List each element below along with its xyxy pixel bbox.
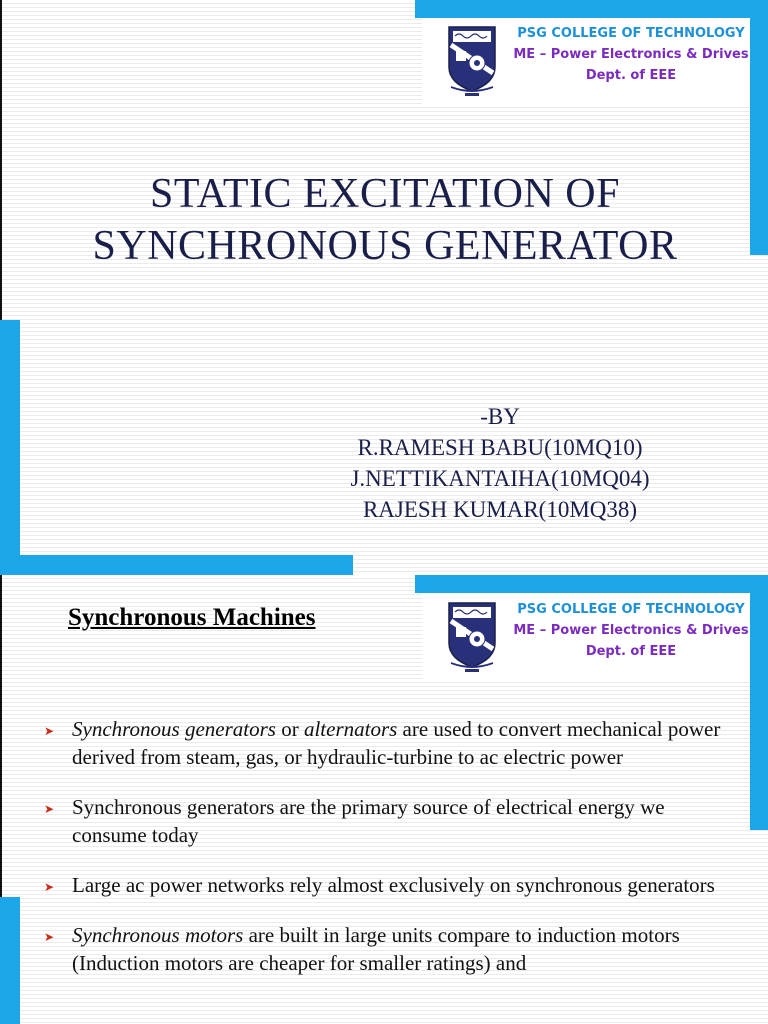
list-item: [44, 871, 724, 899]
accent-bar-left: [0, 320, 20, 575]
list-item: [44, 793, 724, 849]
college-name: PSG COLLEGE OF TECHNOLOGY: [517, 602, 745, 617]
slide-title: [20, 168, 750, 272]
arrowhead-icon: ➤: [44, 802, 55, 816]
department-name: Dept. of EEE: [585, 644, 677, 659]
content-slide: [0, 575, 768, 1024]
accent-bar-bottom: [0, 555, 353, 575]
bullet-text: are built in large units compare to induction motors (Induction motors are cheaper for smaller ratings) and: [72, 923, 680, 975]
arrowhead-icon: ➤: [44, 880, 55, 894]
college-crest-icon: [441, 597, 503, 675]
list-item: [44, 715, 724, 771]
slide-heading: Synchronous Machines: [68, 604, 316, 631]
bullet-text: Synchronous generators are the primary source of electrical energy we consume today: [72, 795, 665, 847]
list-item: [44, 921, 724, 977]
college-logo: [441, 597, 503, 675]
bullet-list: [44, 715, 724, 999]
by-label: -BY: [480, 404, 520, 429]
author-3: RAJESH KUMAR(10MQ38): [362, 497, 638, 522]
programme-name: ME – Power Electronics & Drives: [513, 47, 749, 62]
accent-bar-right: [750, 575, 768, 830]
term-generators: Synchronous generators: [72, 717, 276, 741]
college-logo: [441, 21, 503, 99]
title-line-2: SYNCHRONOUS GENERATOR: [92, 223, 678, 269]
term-alternators: alternators: [303, 717, 398, 741]
programme-name: ME – Power Electronics & Drives: [513, 623, 749, 638]
term-motors: Synchronous motors: [72, 923, 244, 947]
accent-bar-top: [415, 575, 768, 593]
accent-bar-top: [415, 0, 768, 18]
connector-text: or: [275, 717, 304, 741]
bullet-text: are used to convert mechanical power derived from steam, gas, or hydraulic-turbine to ac electric power: [72, 717, 721, 769]
college-name: PSG COLLEGE OF TECHNOLOGY: [517, 26, 745, 41]
author-1: R.RAMESH BABU(10MQ10): [357, 435, 643, 460]
author-list: [300, 401, 700, 525]
accent-bar-left: [0, 897, 20, 1024]
author-2: J.NETTIKANTAIHA(10MQ04): [350, 466, 650, 491]
arrowhead-icon: ➤: [44, 930, 55, 944]
college-header: [512, 23, 750, 86]
college-crest-icon: [441, 21, 503, 99]
accent-bar-right: [750, 0, 768, 255]
college-header: [512, 599, 750, 662]
title-line-1: STATIC EXCITATION OF: [150, 171, 620, 217]
department-name: Dept. of EEE: [585, 68, 677, 83]
arrowhead-icon: ➤: [44, 724, 55, 738]
bullet-text: Large ac power networks rely almost exclusively on synchronous generators: [72, 873, 715, 897]
